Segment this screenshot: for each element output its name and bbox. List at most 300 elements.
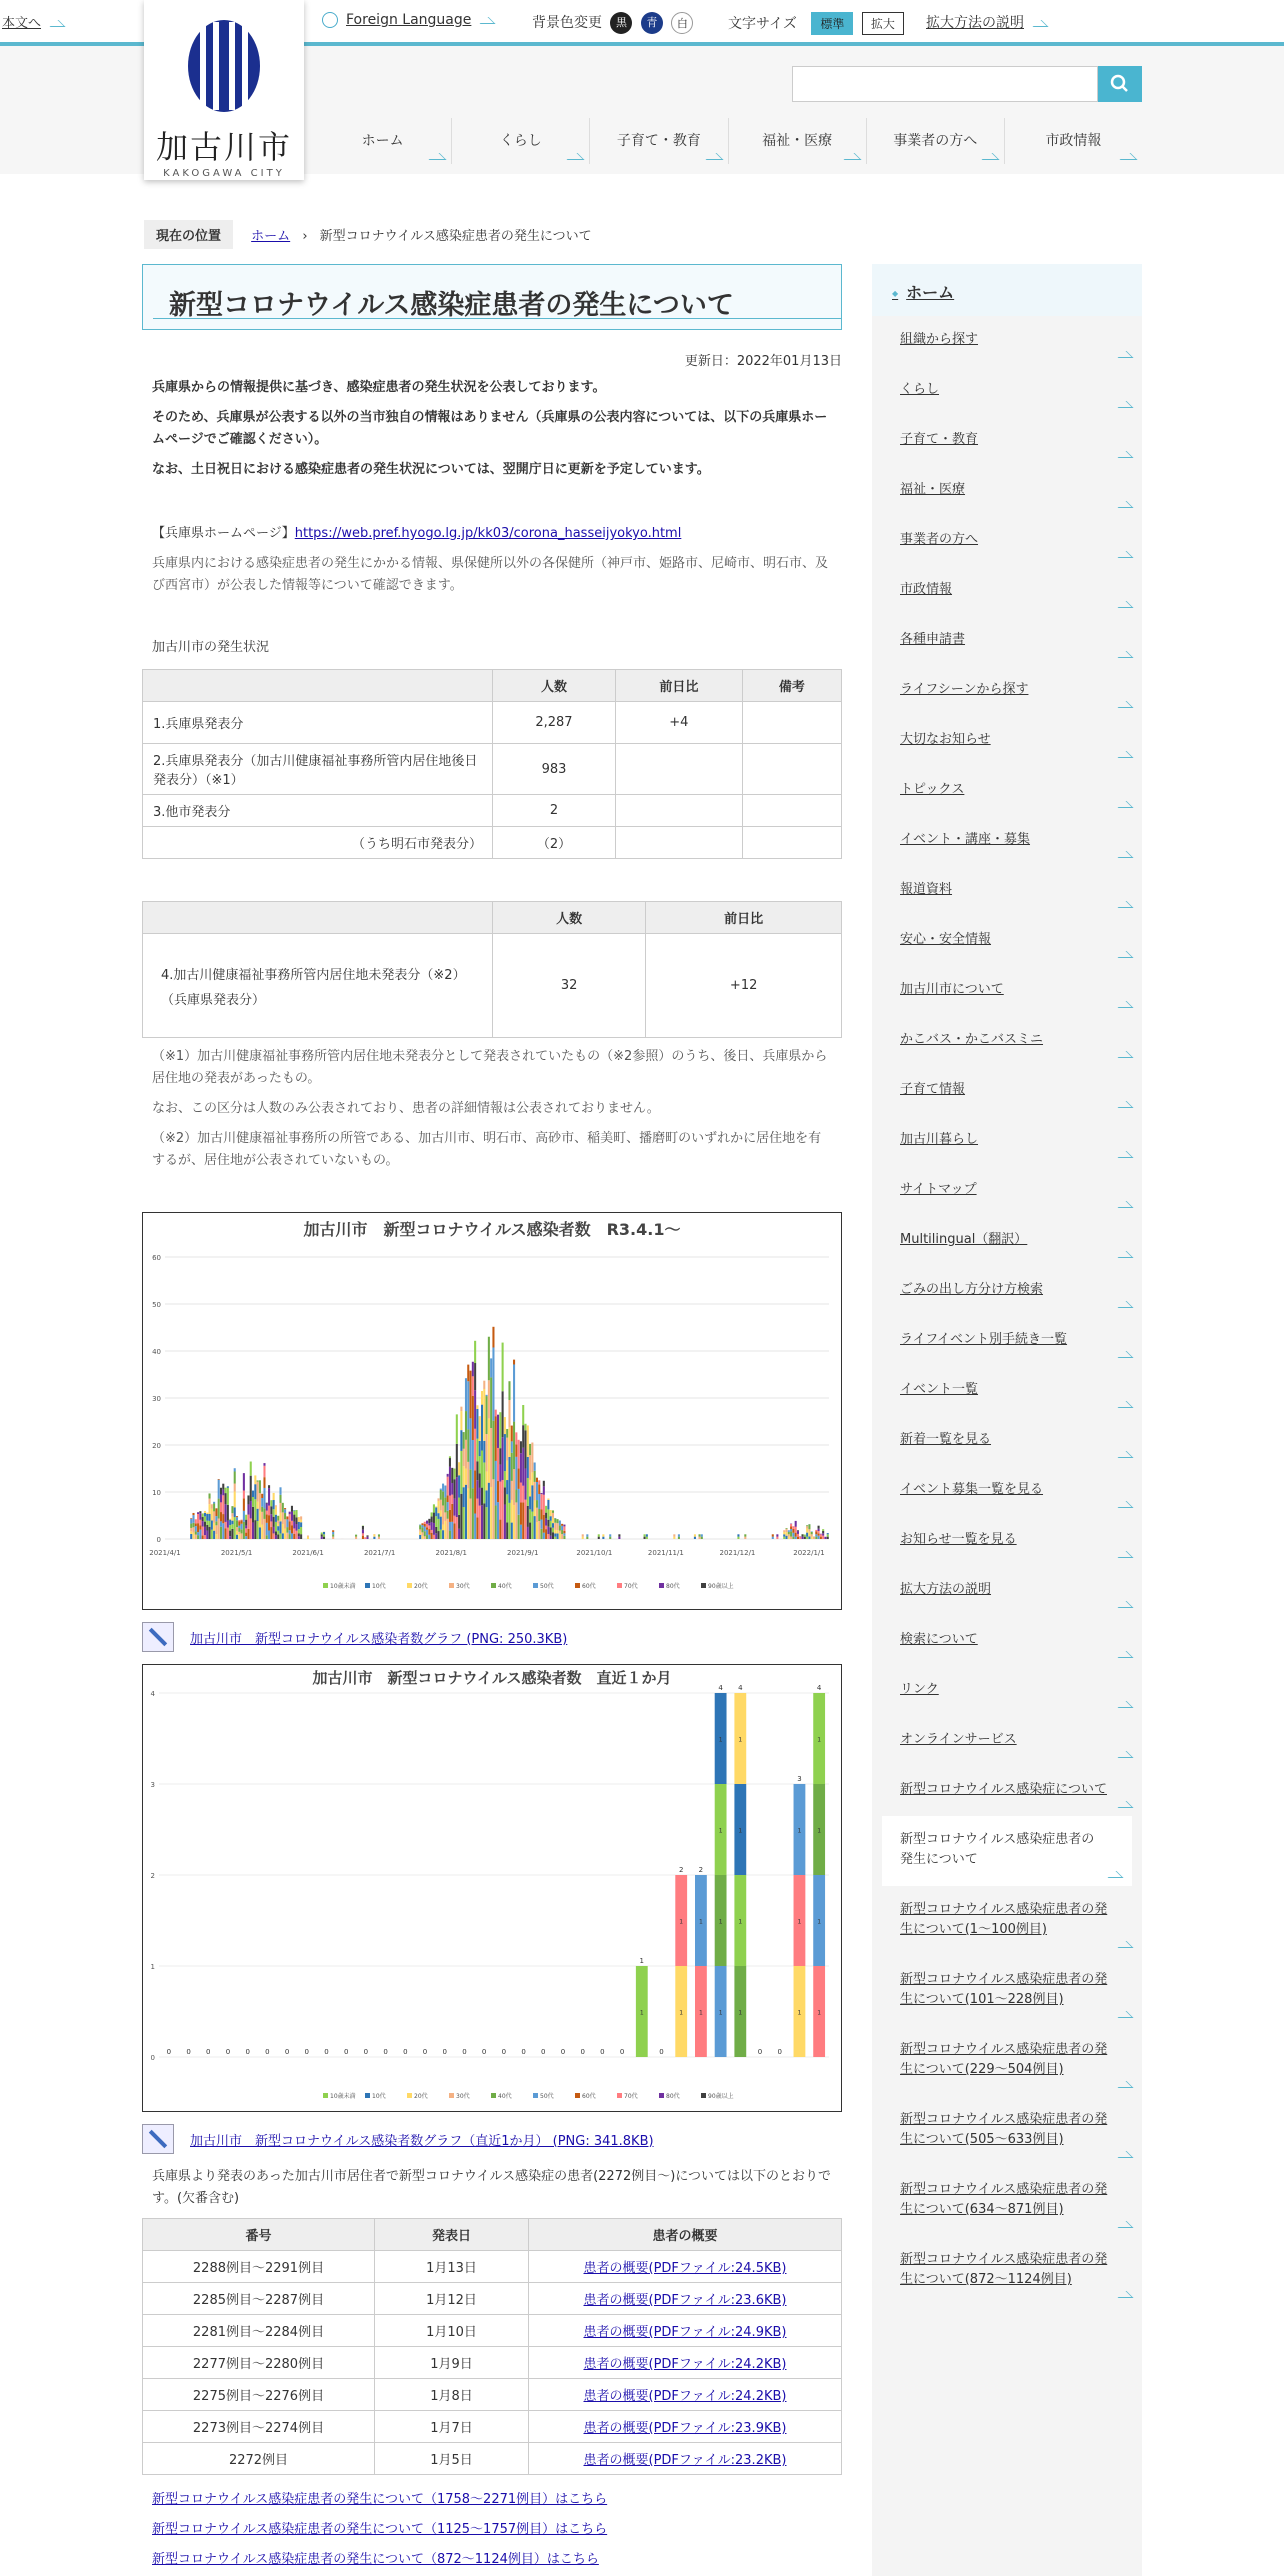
- bar-segment: [433, 1535, 435, 1539]
- sidebar-item[interactable]: 子育て情報: [872, 1066, 1142, 1116]
- sidebar-item[interactable]: イベント募集一覧を見る: [872, 1466, 1142, 1516]
- bar-segment: [222, 1523, 224, 1539]
- segment-label: 1: [817, 1919, 821, 1926]
- sidebar-item[interactable]: 福祉・医療: [872, 466, 1142, 516]
- bar-segment: [543, 1495, 545, 1515]
- bar-segment: [442, 1525, 444, 1531]
- sidebar-item[interactable]: 各種申請書: [872, 616, 1142, 666]
- bar-segment: [792, 1537, 794, 1539]
- bar-segment: [618, 1534, 620, 1536]
- bar-segment: [460, 1430, 462, 1451]
- bar-segment: [547, 1534, 549, 1539]
- bar-segment: [307, 1537, 309, 1539]
- bar-segment: [790, 1526, 792, 1529]
- data-label: 0: [305, 2048, 309, 2056]
- search-input[interactable]: [792, 66, 1098, 102]
- sidebar-item[interactable]: 新型コロナウイルス感染症患者の発生について(1～100例目): [872, 1886, 1142, 1956]
- legend-label: 70代: [624, 1582, 638, 1590]
- data-label: 0: [443, 2048, 447, 2056]
- sidebar-item[interactable]: 報道資料: [872, 866, 1142, 916]
- bar-segment: [545, 1513, 547, 1519]
- bar-segment: [426, 1530, 428, 1535]
- bar-segment: [518, 1468, 520, 1489]
- bar-segment: [602, 1537, 604, 1539]
- bar-segment: [502, 1480, 504, 1539]
- bar-segment: [435, 1527, 437, 1533]
- table-cell: [742, 795, 841, 827]
- sidebar-item[interactable]: 検索について: [872, 1616, 1142, 1666]
- bar-segment: [236, 1531, 238, 1535]
- bar-segment: [472, 1376, 474, 1396]
- font-size-label: 文字サイズ: [728, 16, 797, 32]
- bar-segment: [275, 1535, 277, 1539]
- bar-segment: [467, 1429, 469, 1461]
- bar-segment: [227, 1486, 229, 1488]
- bar-segment: [218, 1479, 220, 1480]
- y-tick-label: 40: [152, 1348, 161, 1356]
- pdf-link[interactable]: 患者の概要(PDFファイル:24.2KB): [584, 2389, 787, 2404]
- bar-segment: [247, 1504, 249, 1514]
- bar-segment: [744, 1534, 746, 1536]
- bar-segment: [458, 1529, 460, 1539]
- legend-label: 30代: [456, 1582, 470, 1590]
- bar-segment: [447, 1511, 449, 1519]
- bar-segment: [289, 1514, 291, 1521]
- sidebar-item[interactable]: イベント一覧: [872, 1366, 1142, 1416]
- bar-segment: [506, 1460, 508, 1480]
- bar-segment: [291, 1506, 293, 1512]
- bar-segment: [209, 1499, 211, 1505]
- bar-segment: [476, 1439, 478, 1462]
- background-color-control: [532, 12, 693, 34]
- segment-label: 1: [798, 1919, 802, 1926]
- sidebar-item[interactable]: 新型コロナウイルス感染症患者の発生について(872～1124例目): [872, 2236, 1142, 2306]
- bar-segment: [490, 1487, 492, 1539]
- sidebar-item[interactable]: リンク: [872, 1666, 1142, 1716]
- bar-segment: [460, 1451, 462, 1494]
- table-cell: （うち明石市発表分）: [143, 827, 493, 859]
- sidebar-item[interactable]: 安心・安全情報: [872, 916, 1142, 966]
- bar-segment: [479, 1456, 481, 1473]
- bar-segment: [279, 1533, 281, 1539]
- bar-segment: [197, 1535, 199, 1539]
- bar-segment: [421, 1536, 423, 1539]
- bar-segment: [245, 1515, 247, 1520]
- bar-segment: [698, 1534, 700, 1536]
- bar-segment: [508, 1400, 510, 1427]
- bar-segment: [511, 1441, 513, 1452]
- bar-segment: [476, 1518, 478, 1539]
- table-row: [143, 2283, 842, 2315]
- data-label: 2: [699, 1866, 703, 1874]
- bar-segment: [419, 1525, 421, 1529]
- data-label: 0: [344, 2048, 348, 2056]
- bar-segment: [218, 1480, 220, 1499]
- bar-segment: [538, 1484, 540, 1494]
- bar-segment: [238, 1521, 240, 1525]
- bar-segment: [792, 1529, 794, 1533]
- t3-head: 番号: [143, 2219, 375, 2251]
- nav-welfare[interactable]: 福祉・医療: [729, 118, 867, 164]
- bar-segment: [366, 1535, 368, 1536]
- intro-paragraph-1: 兵庫県からの情報提供に基づき、感染症患者の発生状況を公表しております。: [152, 377, 832, 399]
- sidebar-item[interactable]: 拡大方法の説明: [872, 1566, 1142, 1616]
- bar-segment: [257, 1509, 259, 1521]
- search-button[interactable]: [1098, 66, 1142, 102]
- bar-segment: [227, 1505, 229, 1521]
- archive-link[interactable]: 新型コロナウイルス感染症患者の発生について（1125～1757例目）はこちら: [142, 2515, 842, 2545]
- hyogo-hp-line: [152, 523, 832, 545]
- bar-segment: [225, 1488, 227, 1493]
- bar-segment: [472, 1396, 474, 1440]
- bar-segment: [486, 1434, 488, 1471]
- bar-segment: [467, 1365, 469, 1382]
- bar-segment: [243, 1511, 245, 1522]
- zoom-help-link[interactable]: [926, 12, 1045, 32]
- nav-living[interactable]: くらし: [452, 118, 590, 164]
- bar-segment: [453, 1479, 455, 1498]
- bar-segment: [195, 1535, 197, 1539]
- bar-segment: [298, 1533, 300, 1536]
- table-cell: [529, 2443, 842, 2475]
- data-label: 0: [383, 2048, 387, 2056]
- bg-blue-button[interactable]: 青: [641, 12, 663, 34]
- bar-segment: [783, 1530, 785, 1532]
- segment-label: 1: [719, 2010, 723, 2017]
- bar-segment: [362, 1526, 364, 1530]
- table-row: [143, 2315, 842, 2347]
- bar-segment: [323, 1534, 325, 1536]
- breadcrumb-current: 新型コロナウイルス感染症患者の発生について: [320, 229, 592, 244]
- bar-segment: [190, 1534, 192, 1539]
- nav-childcare[interactable]: 子育て・教育: [590, 118, 728, 164]
- bar-segment: [465, 1440, 467, 1469]
- bar-segment: [554, 1533, 556, 1536]
- bar-segment: [197, 1523, 199, 1532]
- segment-label: 1: [738, 2010, 742, 2017]
- bar-segment: [465, 1485, 467, 1539]
- bar-segment: [806, 1533, 808, 1537]
- sidebar-home[interactable]: ◆ ホーム: [872, 264, 1142, 316]
- bar-segment: [266, 1503, 268, 1510]
- sidebar-item[interactable]: Multilingual（翻訳）: [872, 1216, 1142, 1266]
- bar-segment: [261, 1498, 263, 1507]
- bar-segment: [795, 1537, 797, 1539]
- bar-segment: [307, 1536, 309, 1537]
- bar-segment: [515, 1490, 517, 1503]
- nav-business[interactable]: 事業者の方へ: [867, 118, 1005, 164]
- bar-segment: [790, 1524, 792, 1526]
- png-link-1[interactable]: 加古川市 新型コロナウイルス感染者数グラフ (PNG: 250.3KB): [190, 1628, 567, 1647]
- bar-segment: [822, 1536, 824, 1539]
- bar-segment: [524, 1430, 526, 1468]
- nav-home[interactable]: ホーム: [314, 118, 452, 164]
- segment-label: 1: [817, 2010, 821, 2017]
- bar-segment: [463, 1487, 465, 1507]
- status-table: [142, 669, 842, 859]
- bar-segment: [490, 1377, 492, 1428]
- nav-cityinfo[interactable]: 市政情報: [1005, 118, 1142, 164]
- pdf-link[interactable]: 患者の概要(PDFファイル:24.2KB): [584, 2357, 787, 2372]
- bar-segment: [440, 1500, 442, 1511]
- bar-segment: [543, 1481, 545, 1487]
- bar-segment: [547, 1527, 549, 1534]
- bar-segment: [444, 1521, 446, 1539]
- bar-segment: [504, 1417, 506, 1434]
- bar-segment: [222, 1490, 224, 1496]
- table-cell: [742, 702, 841, 744]
- bar-segment: [818, 1533, 820, 1535]
- table-cell: 2275例目～2276例目: [143, 2379, 375, 2411]
- bar-segment: [332, 1534, 334, 1536]
- bar-segment: [488, 1337, 490, 1380]
- bar-segment: [437, 1531, 439, 1539]
- bar-segment: [698, 1537, 700, 1539]
- sidebar-item[interactable]: イベント・講座・募集: [872, 816, 1142, 866]
- bar-segment: [284, 1508, 286, 1509]
- bar-segment: [488, 1418, 490, 1482]
- bar-segment: [531, 1472, 533, 1485]
- bar-segment: [275, 1507, 277, 1515]
- sidebar-item[interactable]: 新型コロナウイルス感染症患者の発生について(101～228例目): [872, 1956, 1142, 2026]
- sidebar-item[interactable]: 新型コロナウイルス感染症患者の発生について: [882, 1816, 1132, 1886]
- bar-segment: [268, 1488, 270, 1506]
- bar-segment: [206, 1513, 208, 1514]
- breadcrumb-home-link[interactable]: ホーム: [251, 229, 290, 244]
- note-1: （※1）加古川健康福祉事務所管内居住地未発表分として発表されていたもの（※2参照）のうち、後日、兵庫県から居住地の発表があったもの。: [152, 1046, 832, 1090]
- bar-segment: [437, 1501, 439, 1513]
- bar-segment: [282, 1524, 284, 1533]
- skip-to-content-link[interactable]: 本文へ: [2, 12, 62, 31]
- bar-segment: [190, 1528, 192, 1531]
- bar-segment: [277, 1524, 279, 1527]
- legend-label: 40代: [498, 2092, 512, 2100]
- bar-segment: [557, 1523, 559, 1530]
- bar-segment: [254, 1499, 256, 1520]
- sidebar-item[interactable]: 新型コロナウイルス感染症について: [872, 1766, 1142, 1816]
- archive-links: [142, 2485, 842, 2575]
- bar-segment: [218, 1499, 220, 1519]
- data-label: 0: [659, 2048, 663, 2056]
- bar-segment: [202, 1517, 204, 1521]
- bar-segment: [815, 1534, 817, 1536]
- bar-segment: [795, 1533, 797, 1537]
- bar-segment: [644, 1534, 646, 1536]
- city-logo[interactable]: [144, 0, 304, 180]
- pdf-link[interactable]: 患者の概要(PDFファイル:24.9KB): [584, 2325, 787, 2340]
- bar-segment: [644, 1537, 646, 1539]
- bar-segment: [286, 1519, 288, 1527]
- chart-recent-svg: [143, 1665, 841, 2111]
- bar-segment: [504, 1434, 506, 1471]
- bar-segment: [215, 1521, 217, 1525]
- bar-segment: [561, 1524, 563, 1526]
- bar-segment: [486, 1471, 488, 1490]
- pdf-link[interactable]: 患者の概要(PDFファイル:23.2KB): [584, 2453, 787, 2468]
- sidebar-item[interactable]: 新型コロナウイルス感染症患者の発生について(634～871例目): [872, 2166, 1142, 2236]
- chart-title: 加古川市 新型コロナウイルス感染者数 R3.4.1～: [304, 1220, 681, 1239]
- sidebar-item[interactable]: トピックス: [872, 766, 1142, 816]
- sidebar-item[interactable]: 事業者の方へ: [872, 516, 1142, 566]
- pdf-link[interactable]: 患者の概要(PDFファイル:23.6KB): [584, 2293, 787, 2308]
- bar-segment: [442, 1530, 444, 1539]
- bar-segment: [296, 1524, 298, 1531]
- bar-segment: [785, 1532, 787, 1536]
- table-cell: [529, 2251, 842, 2283]
- sidebar-item[interactable]: オンラインサービス: [872, 1716, 1142, 1766]
- bar-segment: [234, 1484, 236, 1492]
- sidebar-list: [872, 316, 1142, 2306]
- sidebar-item[interactable]: 新型コロナウイルス感染症患者の発生について(505～633例目): [872, 2096, 1142, 2166]
- bar-segment: [300, 1520, 302, 1523]
- bar-segment: [797, 1534, 799, 1537]
- bar-segment: [513, 1505, 515, 1539]
- table-cell: 1月12日: [375, 2283, 529, 2315]
- legend-swatch: [617, 2093, 622, 2098]
- bar-segment: [797, 1537, 799, 1539]
- bar-segment: [209, 1521, 211, 1527]
- sidebar-item[interactable]: ライフイベント別手続き一覧: [872, 1316, 1142, 1366]
- bar-segment: [266, 1535, 268, 1539]
- sidebar-item[interactable]: くらし: [872, 366, 1142, 416]
- chart-cumulative: [142, 1212, 842, 1610]
- bar-segment: [470, 1499, 472, 1539]
- bar-segment: [209, 1514, 211, 1521]
- bar-segment: [557, 1533, 559, 1539]
- sidebar-item[interactable]: かこバス・かこバスミニ: [872, 1016, 1142, 1066]
- bar-segment: [552, 1523, 554, 1528]
- legend-label: 10代: [372, 2092, 386, 2100]
- bar-segment: [776, 1537, 778, 1539]
- archive-link[interactable]: 新型コロナウイルス感染症患者の発生について（1758～2271例目）はこちら: [142, 2485, 842, 2515]
- table-cell: 1月13日: [375, 2251, 529, 2283]
- font-standard-button[interactable]: 標準: [811, 12, 853, 35]
- bar-segment: [492, 1327, 494, 1348]
- bar-segment: [550, 1536, 552, 1539]
- bar-segment: [818, 1526, 820, 1529]
- bar-segment: [447, 1519, 449, 1539]
- bar-segment: [822, 1531, 824, 1533]
- bar-segment: [785, 1529, 787, 1532]
- bar-segment: [206, 1521, 208, 1525]
- font-large-button[interactable]: 拡大: [862, 12, 904, 35]
- bar-segment: [820, 1534, 822, 1535]
- pdf-link[interactable]: 患者の概要(PDFファイル:24.5KB): [584, 2261, 787, 2276]
- table-cell: [742, 744, 841, 795]
- sidebar-item[interactable]: 市政情報: [872, 566, 1142, 616]
- bar-segment: [277, 1531, 279, 1535]
- bar-segment: [238, 1532, 240, 1534]
- sidebar-item[interactable]: サイトマップ: [872, 1166, 1142, 1216]
- bar-segment: [321, 1537, 323, 1539]
- bg-white-button[interactable]: 白: [671, 12, 693, 34]
- data-label: 0: [186, 2048, 190, 2056]
- bar-segment: [437, 1513, 439, 1519]
- data-label: 0: [167, 2048, 171, 2056]
- patients-table: [142, 2218, 842, 2475]
- bar-segment: [252, 1497, 254, 1507]
- foreign-language-link[interactable]: Foreign Language: [322, 12, 492, 28]
- bar-segment: [783, 1532, 785, 1534]
- bar-segment: [286, 1516, 288, 1519]
- bar-segment: [550, 1516, 552, 1521]
- bar-segment: [547, 1498, 549, 1499]
- bar-segment: [426, 1524, 428, 1528]
- bar-segment: [481, 1451, 483, 1488]
- sidebar-item[interactable]: 加古川暮らし: [872, 1116, 1142, 1166]
- bar-segment: [254, 1475, 256, 1484]
- chart-cumulative-svg: [143, 1213, 841, 1609]
- sidebar-item[interactable]: ごみの出し方分け方検索: [872, 1266, 1142, 1316]
- segment-label: 1: [719, 1737, 723, 1744]
- y-tick-label: 1: [151, 1963, 155, 1971]
- sidebar-item[interactable]: 子育て・教育: [872, 416, 1142, 466]
- bar-segment: [293, 1515, 295, 1522]
- legend-label: 10歳未満: [330, 2092, 356, 2100]
- pdf-link[interactable]: 患者の概要(PDFファイル:23.9KB): [584, 2421, 787, 2436]
- bar-segment: [463, 1449, 465, 1466]
- bar-segment: [209, 1527, 211, 1539]
- bar-segment: [524, 1424, 526, 1431]
- hyogo-hp-link[interactable]: https://web.pref.hyogo.lg.jp/kk03/corona_hasseijyokyo.html: [295, 526, 682, 541]
- data-label: 0: [600, 2048, 604, 2056]
- bar-segment: [602, 1534, 604, 1536]
- bar-segment: [261, 1507, 263, 1512]
- bar-segment: [428, 1519, 430, 1523]
- bar-segment: [472, 1362, 474, 1377]
- bar-segment: [502, 1343, 504, 1392]
- bar-segment: [289, 1530, 291, 1534]
- bar-segment: [499, 1412, 501, 1448]
- png-download-1[interactable]: [142, 1622, 842, 1652]
- sidebar-item[interactable]: 新型コロナウイルス感染症患者の発生について(229～504例目): [872, 2026, 1142, 2096]
- sidebar-item[interactable]: 組織から探す: [872, 316, 1142, 366]
- globe-icon: [322, 12, 338, 28]
- png-link-2[interactable]: 加古川市 新型コロナウイルス感染者数グラフ（直近1か月） (PNG: 341.8KB): [190, 2130, 654, 2149]
- bar-segment: [808, 1532, 810, 1537]
- bar-segment: [472, 1440, 474, 1488]
- bar-segment: [206, 1531, 208, 1539]
- bar-segment: [252, 1507, 254, 1523]
- sidebar-item[interactable]: 大切なお知らせ: [872, 716, 1142, 766]
- bar-segment: [449, 1458, 451, 1467]
- bar-segment: [479, 1441, 481, 1456]
- bar-segment: [355, 1537, 357, 1539]
- legend-label: 10代: [372, 1582, 386, 1590]
- bar-segment: [449, 1531, 451, 1539]
- sidebar-item[interactable]: お知らせ一覧を見る: [872, 1516, 1142, 1566]
- bar-segment: [435, 1533, 437, 1539]
- bar-segment: [231, 1529, 233, 1539]
- bg-black-button[interactable]: 黒: [610, 12, 632, 34]
- bar-segment: [332, 1537, 334, 1539]
- sidebar-item[interactable]: ライフシーンから探す: [872, 666, 1142, 716]
- sidebar-item[interactable]: 加古川市について: [872, 966, 1142, 1016]
- bar-segment: [257, 1480, 259, 1481]
- bar-segment: [495, 1461, 497, 1506]
- png-download-2[interactable]: [142, 2124, 842, 2154]
- bar-segment: [534, 1462, 536, 1470]
- bar-segment: [465, 1378, 467, 1411]
- bar-segment: [229, 1519, 231, 1520]
- bar-segment: [289, 1521, 291, 1530]
- bar-segment: [541, 1509, 543, 1519]
- bar-segment: [492, 1347, 494, 1420]
- bar-segment: [209, 1493, 211, 1498]
- archive-link[interactable]: 新型コロナウイルス感染症患者の発生について（872～1124例目）はこちら: [142, 2545, 842, 2575]
- sidebar-item[interactable]: 新着一覧を見る: [872, 1416, 1142, 1466]
- bar-segment: [456, 1477, 458, 1517]
